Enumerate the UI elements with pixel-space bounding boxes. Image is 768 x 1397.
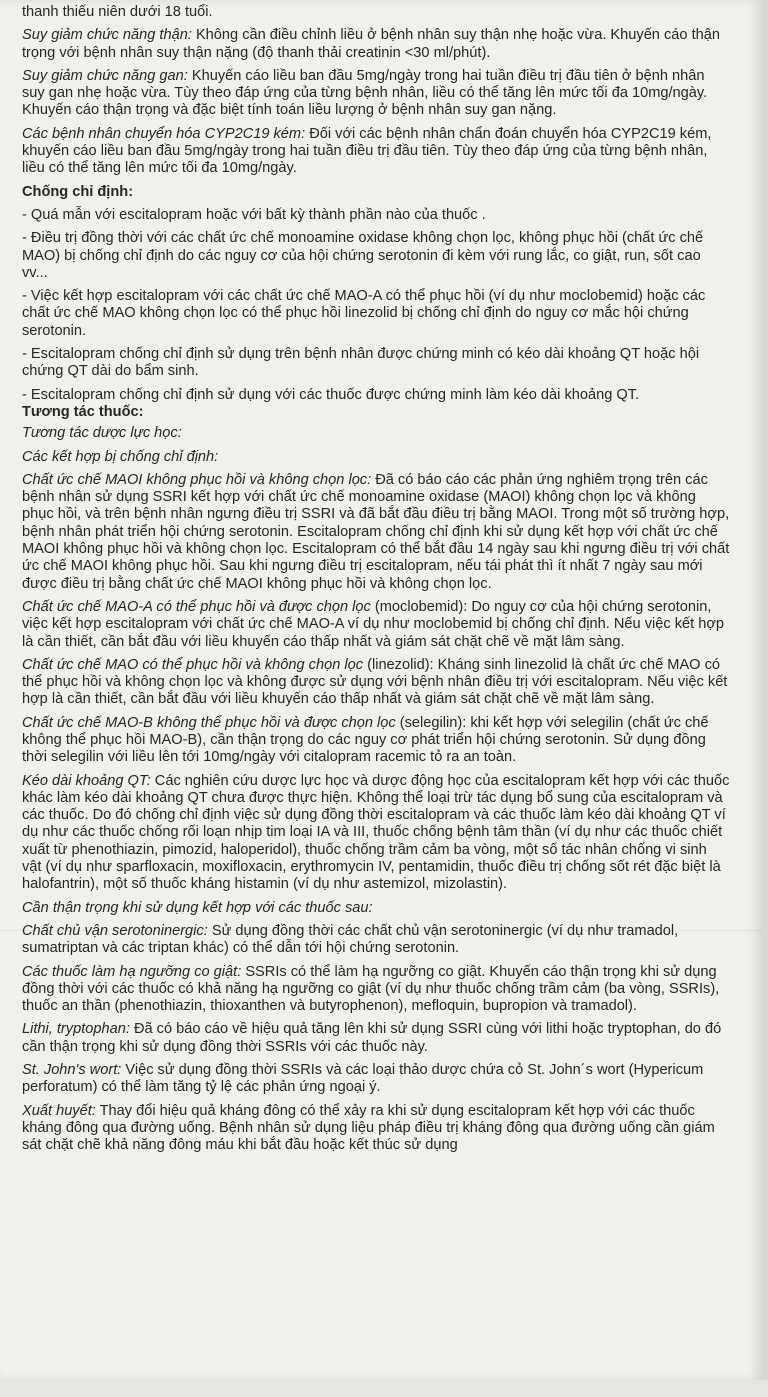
seizure-paragraph <box>22 964 730 1016</box>
contra-item: - Quá mẫn với escitalopram hoặc với bất kỳ thành phần nào của thuốc . <box>22 206 486 223</box>
contra-item: - Việc kết hợp escitalopram với các chất ức chế MAO-A có thể phục hồi (ví dụ như moclobemid) hoặc các chất ức chế MAO không chọn lọc có thể phục hồi linezolid bị chống chỉ định do nguy cơ mắc hội chứng serotonin. <box>22 288 706 339</box>
lithium-label: Lithi, tryptophan: <box>22 1021 130 1038</box>
maob-label: Chất ức chế MAO-B không thể phục hồi và được chọn lọc <box>22 714 396 731</box>
renal-paragraph <box>22 27 730 62</box>
lithium-text: Đã có báo cáo về hiệu quả tăng lên khi sử dụng SSRI cùng với lithi hoặc tryptophan, do đó cần thận trọng khi sử dụng đồng thời SSRIs với các thuốc này. <box>22 1021 722 1055</box>
qt-text: Các nghiên cứu dược lực học và dược động học của escitalopram kết hợp với các thuốc khác làm kéo dài khoảng QT chưa được thực hiện. Không thể loại trừ tác dụng bổ sung của escitalopram và các thuốc. Do đó chống chỉ định việc sử dụng đồng thời escitalopram và các thuốc làm kéo dài khoảng QT ví dụ như các thuốc chống rối loạn nhịp tim loại IA và III, thuốc chống bệnh tâm thần (ví dụ như các thuốc chiết xuất từ phenothiazin, pimozid, haloperidol), thuốc chống trầm cảm ba vòng, một số tác nhân chống vi sinh vật (ví dụ như sparfloxacin, moxifloxacin, erythromycin IV, pentamidin, thuốc điều trị chống sốt rét đặc biệt là halofantrin), một số thuốc kháng histamin (ví dụ như astemizol, mizolastin). <box>22 772 730 893</box>
maob-text: (selegilin): khi kết hợp với selegilin (chất ức chế không thể phục hồi MAO-B), cần thận trọng do các nguy cơ phát triển hội chứng serotonin. Sử dụng đồng thời selegilin với liều lên tới 10mg/ngày với citalopram racemic tỏ ra an toàn. <box>22 714 709 766</box>
maoa-text: (moclobemid): Do nguy cơ của hội chứng serotonin, việc kết hợp escitalopram với chất ức chế MAO-A ví dụ như moclobemid bị chống chỉ định. Nếu việc kết hợp là cần thiết, cần bắt đầu với liều khuyến cáo thấp nhất và giám sát chặt chẽ về mặt lâm sàng. <box>22 598 725 650</box>
linezolid-text: (linezolid): Kháng sinh linezolid là chất ức chế MAO có thể phục hồi và không chọn lọc và không được sử dụng với bệnh nhân điều trị với escitalopram. Nếu việc kết hợp là cần thiết, cần bắt đầu với liều khuyến cáo thấp nhất và giám sát chặt chẽ về mặt lâm sàng. <box>22 656 728 708</box>
cyp-label: Các bệnh nhân chuyển hóa CYP2C19 kém: <box>22 125 306 142</box>
maoa-paragraph <box>22 599 730 651</box>
linezolid-label: Chất ức chế MAO có thể phục hồi và không chọn lọc <box>22 656 364 673</box>
stjohn-text: Việc sử dụng đồng thời SSRIs và các loại thảo dược chứa cỏ St. John´s wort (Hypericum perforatum) có thể làm tăng tỷ lệ các phản ứng ngoại ý. <box>22 1062 704 1096</box>
qt-paragraph <box>22 773 730 894</box>
seizure-text: SSRIs có thể làm hạ ngưỡng co giật. Khuyến cáo thận trọng khi sử dụng đồng thời với các thuốc có khả năng hạ ngưỡng co giật (ví dụ như thuốc chống trầm cảm (ba vòng, SSRIs), thuốc an thần (phenothiazin, thioxanthen và butyrophenon), mefloquin, bupropion và tramadol). <box>22 963 720 1015</box>
contra-item: - Escitalopram chống chỉ định sử dụng trên bệnh nhân được chứng minh có kéo dài khoảng QT hoặc hội chứng QT dài do bẩm sinh. <box>22 346 700 380</box>
hepatic-label: Suy giảm chức năng gan: <box>22 67 188 84</box>
bleeding-label: Xuất huyết: <box>22 1102 96 1119</box>
stjohn-paragraph <box>22 1062 730 1097</box>
pharmacodynamic-subheading: Tương tác dược lực học: <box>22 425 182 442</box>
maoi-text: Đã có báo cáo các phản ứng nghiêm trọng trên các bệnh nhân sử dụng SSRI kết hợp với chất ức chế monoamine oxidase (MAOI) không chọn lọc và không phục hồi, và trên bệnh nhân ngưng điều trị SSRI và đã bắt đầu điều trị bằng MAOI. Trong một số trường hợp, bệnh nhân phát triển hội chứng serotonin. Escitalopram chống chỉ định khi sử dụng kết hợp với chất ức chế MAOI không phục hồi và không chọn lọc. Escitalopram có thể bắt đầu 14 ngày sau khi ngưng điều trị với chất ức chế MAOI không phục hồi. Sau khi ngưng điều trị escitalopram, nếu tái phát thì ít nhất 7 ngày sau mới được điều trị bằng chất ức chế MAOI không phục hồi và không chọn lọc. <box>22 471 730 592</box>
top-line: thanh thiếu niên dưới 18 tuổi. <box>22 4 213 20</box>
serotonergic-paragraph <box>22 923 730 958</box>
contra-item: - Điều trị đồng thời với các chất ức chế monoamine oxidase không chọn lọc, không phục hồi (chất ức chế MAO) bị chống chỉ định do các nguy cơ của hội chứng serotonin đi kèm với rung lắc, co giật, run, sốt cao vv... <box>22 230 704 281</box>
contraindicated-combos-subheading: Các kết hợp bị chống chỉ định: <box>22 448 219 465</box>
bleeding-text: Thay đổi hiệu quả kháng đông có thể xảy ra khi sử dụng escitalopram kết hợp với các thuốc kháng đông qua đường uống. Bệnh nhân sử dụng liệu pháp điều trị kháng đông qua đường uống cần giám sát chặt chẽ khả năng đông máu khi bắt đầu hoặc kết thúc sử dụng <box>22 1102 715 1154</box>
contra-item: - Escitalopram chống chỉ định sử dụng với các thuốc được chứng minh làm kéo dài khoảng QT. <box>22 386 640 403</box>
lithium-paragraph <box>22 1021 730 1056</box>
leaflet-text <box>22 4 730 1161</box>
hepatic-paragraph <box>22 68 730 120</box>
bleeding-paragraph <box>22 1103 730 1155</box>
seizure-label: Các thuốc làm hạ ngưỡng co giật: <box>22 963 242 980</box>
qt-label: Kéo dài khoảng QT: <box>22 772 151 789</box>
linezolid-paragraph <box>22 657 730 709</box>
renal-label: Suy giảm chức năng thận: <box>22 27 192 44</box>
serotonergic-text: Sử dụng đồng thời các chất chủ vận serotoninergic (ví dụ như tramadol, sumatriptan và các triptan khác) có thể dẫn tới hội chứng serotonin. <box>22 922 679 957</box>
serotonergic-label: Chất chủ vận serotoninergic: <box>22 922 208 939</box>
hepatic-text: Khuyến cáo liều ban đầu 5mg/ngày trong hai tuần điều trị đầu tiên ở bệnh nhân suy gan nhẹ hoặc vừa. Tùy theo đáp ứng của từng bệnh nhân, liều có thể tăng lên mức tối đa 10mg/ngày. Khuyến cáo thận trọng và đặc biệt tính toán liều lượng ở bệnh nhân suy gan nặng. <box>22 67 708 119</box>
maoi-paragraph <box>22 472 730 593</box>
contraindications-heading: Chống chỉ định: <box>22 183 134 200</box>
stjohn-label: St. John's wort: <box>22 1062 122 1079</box>
maob-paragraph <box>22 715 730 767</box>
renal-text: Không cần điều chỉnh liều ở bệnh nhân suy thận nhẹ hoặc vừa. Khuyến cáo thận trọng với bệnh nhân suy thận nặng (độ thanh thải creatinin <30 ml/phút). <box>22 27 720 61</box>
maoi-label: Chất ức chế MAOI không phục hồi và không chọn lọc: <box>22 471 372 488</box>
interactions-heading: Tương tác thuốc: <box>22 403 144 420</box>
background-strip <box>0 1380 768 1397</box>
maoa-label: Chất ức chế MAO-A có thể phục hồi và được chọn lọc <box>22 598 371 615</box>
cyp-paragraph <box>22 126 730 178</box>
caution-subheading: Cần thận trọng khi sử dụng kết hợp với các thuốc sau: <box>22 899 373 916</box>
cyp-text: Đối với các bệnh nhân chẩn đoán chuyển hóa CYP2C19 kém, khuyến cáo liều ban đầu 5mg/ngày trong hai tuần điều trị đầu tiên. Tùy theo đáp ứng của từng bệnh nhân, liều có thể tăng lên mức tối đa 10mg/ngày. <box>22 125 712 177</box>
